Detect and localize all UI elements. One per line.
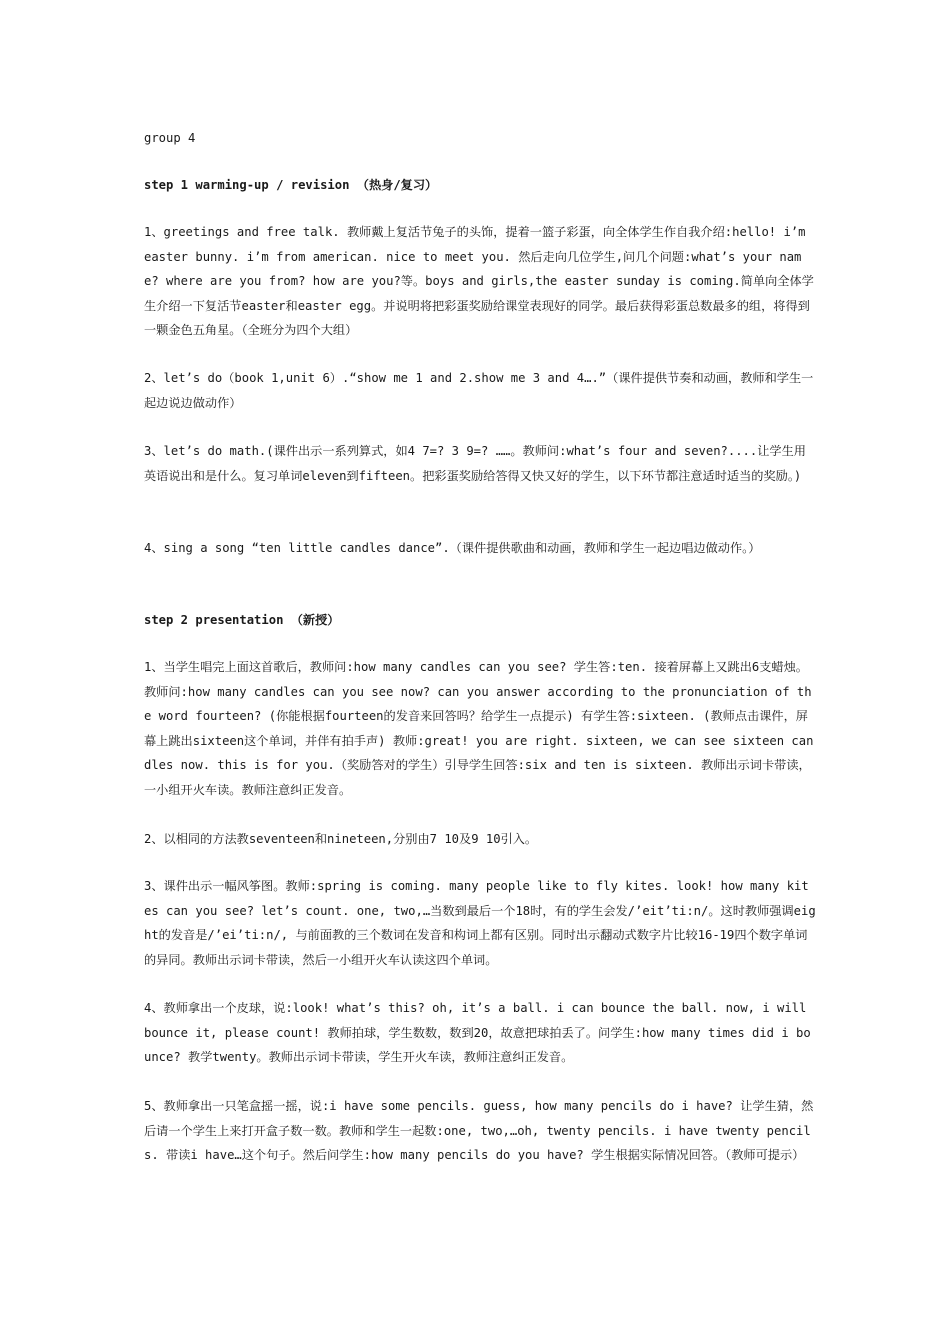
step2-paragraph-2: 2、以相同的方法教seventeen和nineteen,分别由7 10及9 10引入。 xyxy=(144,832,538,846)
step2-paragraph-3: 3、课件出示一幅风筝图。教师:spring is coming. many people like to fly kites. look! how many kites can you see? let’s count. one, two,…当数到最后一个18时，有的学生会发/’eit’ti:n/。这时教师强调eight的发音是/’ei’ti:n/, 与前面教的三个数词在发音和构词上都有区别。同时出示翻动式数字片比较16-19四个数字单词的异同。教师出示词卡带读，然后一小组开火车认读这四个单词。 xyxy=(144,879,816,967)
step1-paragraph-2: 2、let’s do（book 1,unit 6）.“show me 1 and 2.show me 3 and 4….”（课件提供节奏和动画，教师和学生一起边说边做动作） xyxy=(144,371,814,410)
step1-paragraph-4: 4、sing a song “ten little candles dance”.（课件提供歌曲和动画，教师和学生一起边唱边做动作。） xyxy=(144,541,761,555)
step2-paragraph-1: 1、当学生唱完上面这首歌后，教师问:how many candles can you see? 学生答:ten. 接着屏幕上又跳出6支蜡烛。教师问:how many candles can you see now? can you answer according to the pronunciation of the word fourteen? (你能根据fourteen的发音来回答吗？给学生一点提示) 有学生答:sixteen. (教师点击课件，屏幕上跳出sixteen这个单词，并伴有拍手声) 教师:great! you are right. sixteen, we can see sixteen candles now. this is for you.（奖励答对的学生）引导学生回答:six and ten is sixteen. 教师出示词卡带读，一小组开火车读。教师注意纠正发音。 xyxy=(144,660,814,797)
step1-paragraph-3: 3、let’s do math.(课件出示一系列算式，如4 7=? 3 9=? ……。教师问:what’s four and seven?....让学生用英语说出和是什么。复习单词eleven到fifteen。把彩蛋奖励给答得又快又好的学生，以下环节都注意适时适当的奖励。) xyxy=(144,444,806,483)
group-label: group 4 xyxy=(144,131,196,145)
step2-paragraph-5: 5、教师拿出一只笔盒摇一摇，说:i have some pencils. guess, how many pencils do i have? 让学生猜，然后请一个学生上来打开盒子数一数。教师和学生一起数:one, two,…oh, twenty pencils. i have twenty pencils. 带读i have…这个句子。然后问学生:how many pencils do you have? 学生根据实际情况回答。（教师可提示） xyxy=(144,1099,814,1163)
step1-heading: step 1 warming-up / revision （热身/复习） xyxy=(144,178,438,192)
step1-paragraph-1: 1、greetings and free talk. 教师戴上复活节兔子的头饰，提着一篮子彩蛋，向全体学生作自我介绍:hello! i’m easter bunny. i’m from american. nice to meet you. 然后走向几位学生,问几个问题:what’s your name? where are you from? how are you?等。boys and girls,the easter sunday is coming.简单向全体学生介绍一下复活节easter和easter egg。并说明将把彩蛋奖励给课堂表现好的同学。最后获得彩蛋总数最多的组，将得到一颗金色五角星。（全班分为四个大组） xyxy=(144,225,814,338)
step2-heading: step 2 presentation （新授） xyxy=(144,613,340,627)
step2-paragraph-4: 4、教师拿出一个皮球，说:look! what’s this? oh, it’s a ball. i can bounce the ball. now, i will bounce it, please count! 教师拍球，学生数数，数到20，故意把球拍丢了。问学生:how many times did i bounce? 教学twenty。教师出示词卡带读，学生开火车读，教师注意纠正发音。 xyxy=(144,1001,814,1065)
